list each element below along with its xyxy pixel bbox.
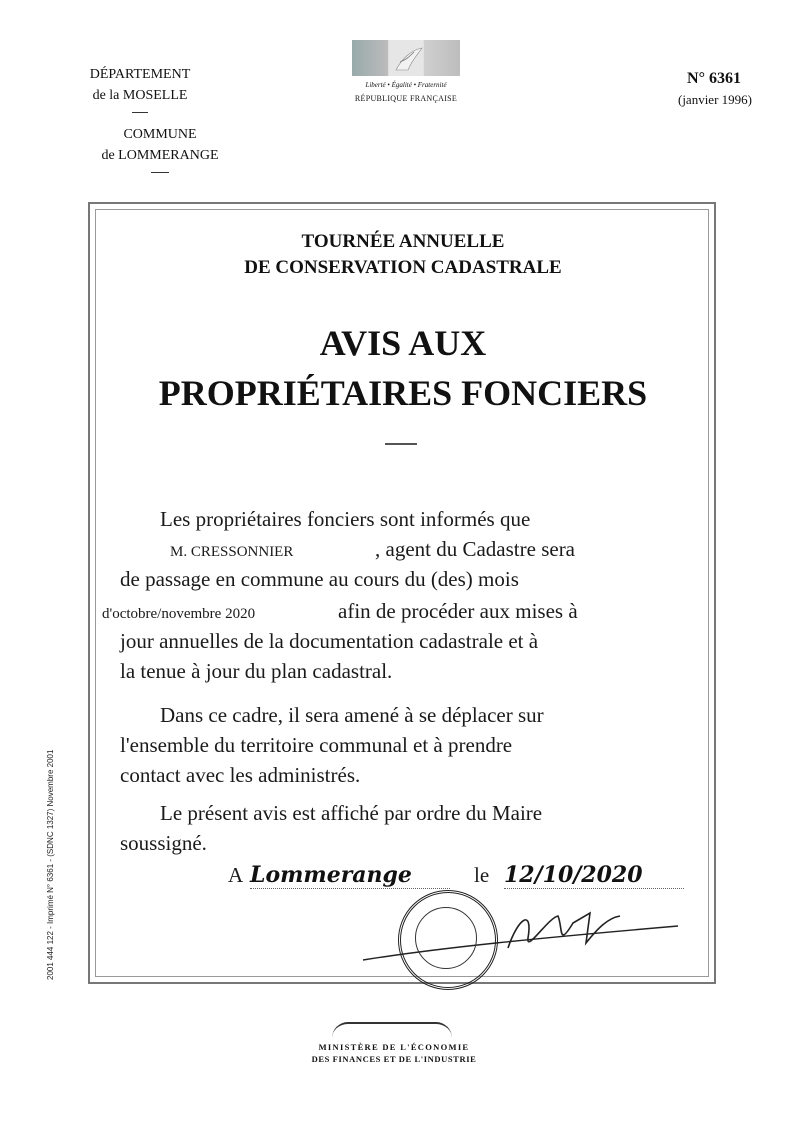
body-line: Dans ce cadre, il sera amené à se déplacer sur xyxy=(160,703,544,727)
body-line: jour annuelles de la documentation cadastrale et à xyxy=(120,629,539,653)
body-line: contact avec les administrés. xyxy=(120,763,361,787)
body-line: soussigné. xyxy=(120,831,207,855)
title-line: AVIS AUX xyxy=(319,323,487,363)
agent-name-field: M. CRESSONNIER xyxy=(170,544,294,560)
stamp-inner-ring xyxy=(415,907,477,969)
body-line: l'ensemble du territoire communal et à prendre xyxy=(120,733,513,757)
body-line xyxy=(102,596,578,629)
departement-label: DÉPARTEMENT xyxy=(89,67,191,82)
place-handwritten: Lommerange xyxy=(250,862,450,889)
months-field: d'octobre/novembre 2020 xyxy=(102,606,256,622)
notice-subtitle xyxy=(96,229,710,281)
commune-block xyxy=(85,124,235,173)
notice-title xyxy=(96,318,710,418)
ministry-line: MINISTÈRE DE L'ÉCONOMIE xyxy=(318,1042,470,1052)
ministry-arc-icon xyxy=(332,1022,452,1038)
date-handwritten: 12/10/2020 xyxy=(504,862,684,889)
ministry-line: DES FINANCES ET DE L'INDUSTRIE xyxy=(311,1054,477,1064)
body-line: de passage en commune au cours du (des) mois xyxy=(120,567,519,591)
title-separator xyxy=(385,443,417,445)
logo-motto: Liberté • Égalité • Fraternité xyxy=(365,81,447,89)
body-line: Les propriétaires fonciers sont informés que xyxy=(160,507,531,531)
divider xyxy=(151,172,169,173)
mairie-stamp-icon xyxy=(398,890,498,990)
form-edition: (janvier 1996) xyxy=(677,92,752,107)
subtitle-line: DE CONSERVATION CADASTRALE xyxy=(244,257,562,278)
body-line xyxy=(120,534,575,567)
body-line: Le présent avis est affiché par ordre du Maire xyxy=(160,801,543,825)
body-line-rest: afin de procéder aux mises à xyxy=(338,599,578,623)
ministry-logo xyxy=(296,1022,492,1072)
logo-republic: RÉPUBLIQUE FRANÇAISE xyxy=(354,94,458,103)
divider xyxy=(132,112,148,113)
date-prefix: le xyxy=(474,863,490,887)
title-line: PROPRIÉTAIRES FONCIERS xyxy=(158,373,648,413)
subtitle-line: TOURNÉE ANNUELLE xyxy=(301,231,505,252)
side-print-reference: 2001 444 122 - Imprimé N° 6361 - (SDNC 1327) Novembre 2001 xyxy=(46,749,55,980)
departement-name: de la MOSELLE xyxy=(92,88,188,103)
place-prefix: A xyxy=(228,863,244,887)
body-line: la tenue à jour du plan cadastral. xyxy=(120,659,393,683)
republique-francaise-logo xyxy=(346,40,466,110)
form-number: N° 6361 xyxy=(687,70,741,87)
body-line-rest: , agent du Cadastre sera xyxy=(375,537,576,561)
commune-name: de LOMMERANGE xyxy=(101,148,219,163)
departement-block xyxy=(70,64,210,121)
commune-label: COMMUNE xyxy=(123,127,197,142)
marianne-flag-icon xyxy=(352,40,460,76)
